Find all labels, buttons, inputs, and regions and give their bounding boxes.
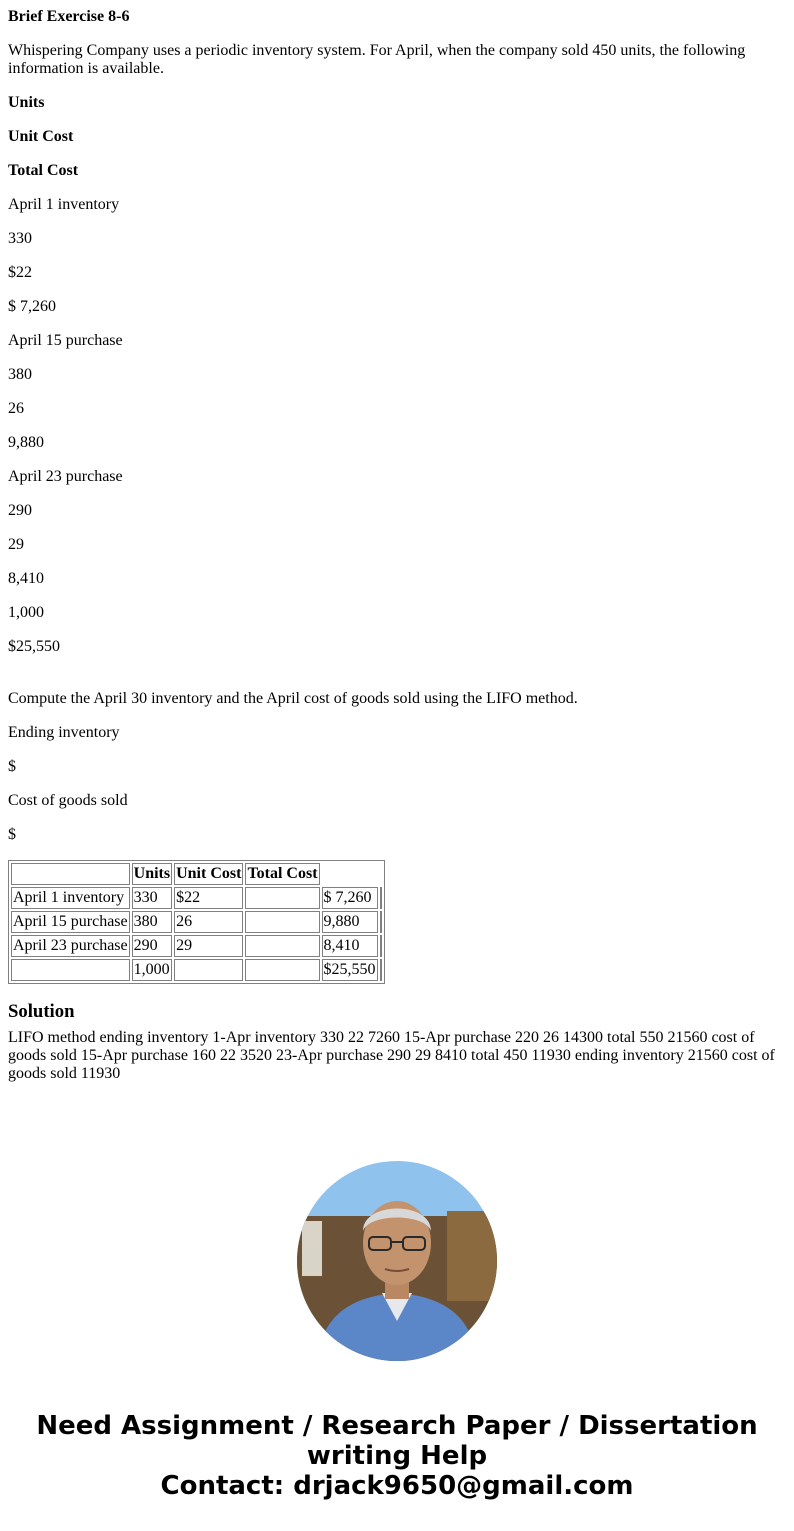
table-header-cell: Unit Cost [174, 863, 243, 885]
promo-banner [0, 1411, 794, 1501]
table-cell: 29 [174, 935, 243, 957]
flat-list-item: April 15 purchase [8, 332, 123, 349]
table-cell: 26 [174, 911, 243, 933]
table-row [11, 911, 382, 933]
table-row [11, 959, 382, 981]
author-avatar [297, 1161, 497, 1361]
table-cell [380, 911, 382, 933]
table-cell: 330 [132, 887, 172, 909]
flat-list-item: 9,880 [8, 434, 44, 451]
flat-list-item: $ 7,260 [8, 298, 56, 315]
flat-data-list [8, 94, 786, 656]
solution-heading: Solution [8, 1001, 75, 1022]
flat-list-item: Unit Cost [8, 128, 74, 145]
exercise-intro: Whispering Company uses a periodic inventory system. For April, when the company sold 450 units, the following information is available. [8, 42, 746, 77]
table-cell: April 15 purchase [11, 911, 130, 933]
table-cell [245, 887, 319, 909]
banner-line-3: Contact: drjack9650@gmail.com [160, 1471, 634, 1501]
table-cell [380, 887, 382, 909]
banner-line-2: writing Help [306, 1441, 488, 1471]
page-content [0, 8, 794, 1083]
table-cell: 1,000 [132, 959, 172, 981]
table-header-cell [11, 863, 130, 885]
flat-list-item: 1,000 [8, 604, 44, 621]
table-cell [174, 959, 243, 981]
table-header-cell: Units [132, 863, 172, 885]
flat-list-item: $22 [8, 264, 32, 281]
ending-inventory-value: $ [8, 758, 16, 775]
table-row [11, 935, 382, 957]
flat-list-item: 29 [8, 536, 24, 553]
table-cell [245, 911, 319, 933]
table-cell: 290 [132, 935, 172, 957]
question-prompt: Compute the April 30 inventory and the April cost of goods sold using the LIFO method. [8, 690, 578, 707]
table-header-cell: Total Cost [245, 863, 319, 885]
flat-list-item: $25,550 [8, 638, 60, 655]
flat-list-item: 26 [8, 400, 24, 417]
exercise-title: Brief Exercise 8-6 [8, 8, 130, 25]
banner-line-1: Need Assignment / Research Paper / Dissertation [36, 1411, 758, 1441]
flat-list-item: 330 [8, 230, 32, 247]
table-cell: $25,550 [322, 959, 378, 981]
table-cell: April 23 purchase [11, 935, 130, 957]
table-cell [245, 935, 319, 957]
cogs-label: Cost of goods sold [8, 792, 128, 809]
inventory-table [8, 860, 385, 984]
flat-list-item: 8,410 [8, 570, 44, 587]
ending-inventory-label: Ending inventory [8, 724, 120, 741]
table-cell: 8,410 [322, 935, 378, 957]
table-cell: April 1 inventory [11, 887, 130, 909]
table-cell: 9,880 [322, 911, 378, 933]
flat-list-item: Units [8, 94, 45, 111]
flat-list-item: 380 [8, 366, 32, 383]
table-header-row [11, 863, 382, 885]
table-cell [380, 959, 382, 981]
flat-list-item: April 23 purchase [8, 468, 123, 485]
table-cell [380, 935, 382, 957]
table-cell [245, 959, 319, 981]
table-cell [11, 959, 130, 981]
table-cell: $ 7,260 [322, 887, 378, 909]
table-cell: 380 [132, 911, 172, 933]
solution-text: LIFO method ending inventory 1-Apr inventory 330 22 7260 15-Apr purchase 220 26 14300 total 550 21560 cost of goods sold 15-Apr purchase 160 22 3520 23-Apr purchase 290 29 8410 total 450 11930 ending inventory 21560 cost of goods sold 11930 [8, 1029, 775, 1082]
flat-list-item: 290 [8, 502, 32, 519]
cogs-value: $ [8, 826, 16, 843]
table-row [11, 887, 382, 909]
table-body [11, 887, 382, 981]
flat-list-item: April 1 inventory [8, 196, 120, 213]
portrait-image [297, 1161, 497, 1361]
wall-switch [302, 1221, 322, 1276]
table-cell: $22 [174, 887, 243, 909]
carved-panel [447, 1211, 497, 1301]
flat-list-item: Total Cost [8, 162, 79, 179]
